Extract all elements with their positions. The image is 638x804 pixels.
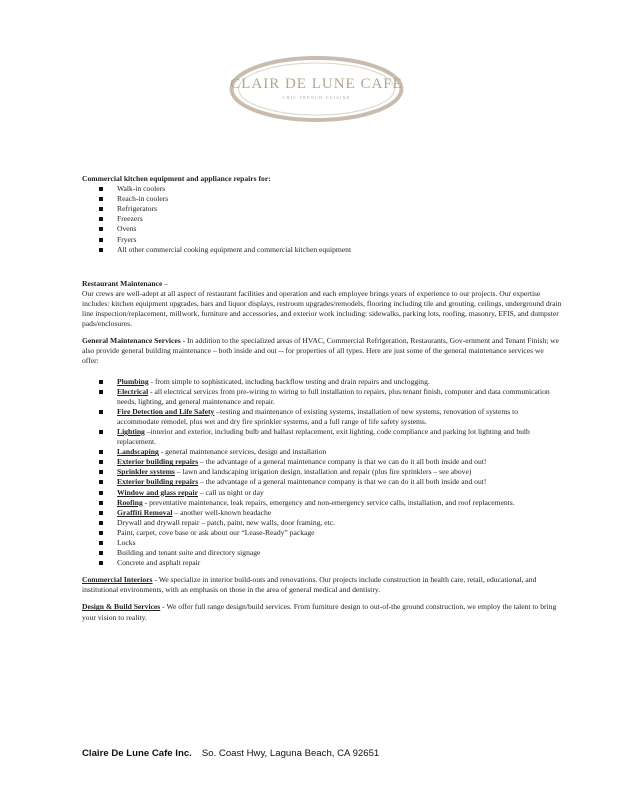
interiors-body: - We specialize in interior build-outs and renovations. Our projects include construction in health care, retail, educational, and institutional environments, with an emphasis on those in the area of general medical and dentistry. — [82, 575, 537, 595]
service-description: - all electrical services from pre-wiring to wiring to full installation to repairs, plus tenant finish, computer and data communication needs, lighting, and general maintenance and repair. — [117, 386, 550, 406]
page-footer — [82, 748, 379, 759]
logo-oval-graphic — [229, 55, 404, 123]
restaurant-heading: Restaurant Maintenance — [82, 278, 163, 288]
service-title: Exterior building repairs — [117, 477, 199, 487]
service-title: Roofing — [117, 497, 143, 507]
general-services-list — [82, 377, 562, 569]
design-section — [82, 602, 562, 622]
service-list-item — [82, 528, 562, 538]
kitchen-heading: Commercial kitchen equipment and appliance repairs for: — [82, 174, 271, 183]
service-description: –interior and exterior, including bulb and ballast replacement, exit lighting, code compliance and parking lot lighting and bulb replacement. — [117, 426, 530, 447]
service-description: - from simple to sophisticated, including backflow testing and drain repairs and unclogging. — [148, 376, 430, 386]
service-description: Paint, carpet, cove base or ask about our “Lease-Ready” package — [117, 527, 315, 537]
service-list-item — [82, 498, 562, 508]
service-list-item — [82, 447, 562, 457]
service-title: Sprinkler systems — [117, 467, 175, 477]
interiors-section — [82, 575, 562, 595]
service-list-item — [82, 477, 562, 487]
restaurant-heading-suffix: – — [162, 278, 169, 288]
general-body: In addition to the specialized areas of HVAC, Commercial Refrigeration, Restaurants, Gov-ernment and Tenant Finish; we also provide general building maintenance – both inside and out -- for properties of all types. Here are just some of the general maintenance services we offer: — [82, 336, 560, 366]
service-title: Fire Detection and Life Safety — [117, 406, 215, 416]
service-list-item — [82, 558, 562, 568]
service-description: Concrete and asphalt repair — [117, 558, 201, 568]
kitchen-list-item: Ovens — [82, 224, 562, 234]
service-list-item — [82, 467, 562, 477]
kitchen-list-item: Fryers — [82, 235, 562, 245]
service-description: Building and tenant suite and directory signage — [117, 548, 261, 558]
service-list-item — [82, 538, 562, 548]
service-description: Locks — [117, 538, 136, 547]
service-title: Electrical — [117, 386, 149, 396]
service-description: – the advantage of a general maintenance company is that we can do it all both inside and out! — [198, 477, 487, 487]
service-description: –testing and maintenance of existing systems, installation of new systems, renovation of systems to accommodate remodel, plus wet and dry fire sprinkler systems, and a full range of life safety systems. — [117, 406, 518, 426]
service-description: Drywall and drywall repair – patch, paint, new walls, door framing, etc. — [117, 517, 336, 527]
service-title: Exterior building repairs — [117, 457, 199, 467]
service-description: - general maintenance services, design and installation — [158, 447, 327, 457]
service-title: Graffiti Removal — [117, 507, 173, 517]
service-description: – another well-known headache — [172, 507, 272, 517]
service-description: – the advantage of a general maintenance company is that we can do it all both inside and out! — [198, 457, 487, 467]
service-list-item — [82, 508, 562, 518]
service-description: – lawn and landscaping irrigation design, installation and repair (plus fire sprinklers – see above) — [174, 467, 472, 477]
design-heading: Design & Build Services — [82, 602, 161, 612]
service-list-item — [82, 377, 562, 387]
interiors-heading: Commercial Interiors — [82, 575, 153, 585]
service-list-item — [82, 457, 562, 467]
kitchen-list-item: Reach-in coolers — [82, 194, 562, 204]
general-heading: General Maintenance Services - — [82, 336, 188, 346]
service-description: - preventative maintenance, leak repairs, emergency and non-emergency service calls, installation, and roof replacements. — [142, 497, 515, 507]
document-body — [82, 174, 562, 623]
service-title: Window and glass repair — [117, 487, 198, 497]
service-list-item — [82, 488, 562, 498]
general-section — [82, 336, 562, 366]
logo-name: CLAIR DE LUNE CAFE — [230, 76, 403, 92]
cafe-logo — [229, 55, 404, 123]
restaurant-body: Our crews are well-adept at all aspect of restaurant facilities and operation and each employee brings years of experience to our projects. Our expertise includes: kitchen equipment upgrades, bars and liquor displays, restroom upgrades/remodels, flooring including tile and grouting, ceilings, underground drain line inspection/replacement, millwork, furniture and accessories, and exterior work including: sidewalks, parking lots, roofing, masonry, EFIS, and dumpster pads/enclosures. — [82, 288, 562, 329]
service-list-item — [82, 387, 562, 407]
service-list-item — [82, 518, 562, 528]
kitchen-list-item: Freezers — [82, 214, 562, 224]
service-title: Plumbing — [117, 376, 149, 386]
service-description: – call us night or day — [197, 487, 264, 497]
service-list-item — [82, 407, 562, 427]
service-list-item — [82, 548, 562, 558]
kitchen-list-item: Walk-in coolers — [82, 184, 562, 194]
kitchen-list-item: All other commercial cooking equipment and commercial kitchen equipment — [82, 245, 562, 255]
kitchen-equipment-list — [82, 184, 562, 255]
logo-tagline: CHIC FRENCH CUISINE — [282, 95, 351, 100]
service-title: Landscaping — [117, 447, 159, 457]
service-title: Lighting — [117, 426, 145, 436]
footer-company: Claire De Lune Cafe Inc. — [82, 748, 192, 759]
restaurant-section — [82, 279, 562, 289]
footer-address: So. Coast Hwy, Laguna Beach, CA 92651 — [201, 748, 380, 759]
service-list-item — [82, 427, 562, 447]
design-body: - We offer full range design/build services. From furniture design to out-of-the ground construction, we employ the talent to bring your vision to reality. — [82, 602, 557, 622]
kitchen-list-item: Refrigerators — [82, 204, 562, 214]
